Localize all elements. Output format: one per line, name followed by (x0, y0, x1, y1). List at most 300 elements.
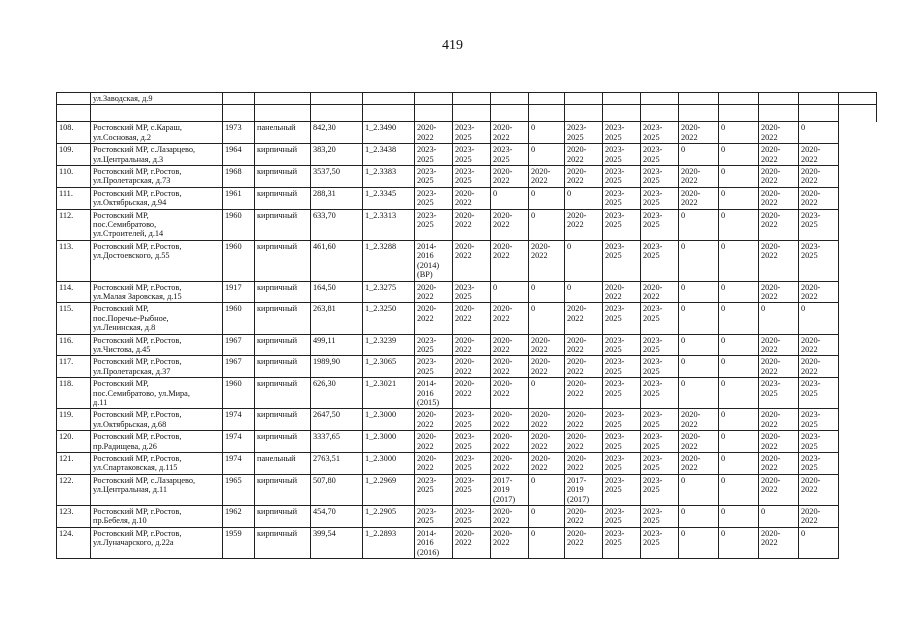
work-period-cell: 2020-2022 (759, 431, 799, 453)
work-period-cell: 2023-2025 (603, 209, 641, 240)
total-area: 383,20 (311, 144, 363, 166)
wall-material: кирпичный (255, 527, 311, 558)
housing-register-table (56, 92, 877, 559)
address-line: ул.Пролетарская, д.73 (93, 176, 171, 186)
work-period-cell: 2023-2025 (453, 144, 491, 166)
work-period-cell: 2020-2022 (799, 474, 839, 505)
work-period-cell: 2020-2022 (565, 144, 603, 166)
work-period-cell: 0 (719, 122, 759, 144)
work-period-cell: 2020-2022 (529, 356, 565, 378)
table-row (57, 334, 877, 356)
build-year: 1960 (223, 378, 255, 409)
work-period-cell: 2023-2025 (641, 209, 679, 240)
work-period-cell: 2020-2022 (759, 144, 799, 166)
address-line: д.11 (93, 397, 108, 407)
work-period-cell: 2023-2025 (641, 303, 679, 334)
work-period-cell: 2023-2025 (799, 378, 839, 409)
work-period-cell: 0 (529, 378, 565, 409)
work-period-cell: 2020-2022 (529, 334, 565, 356)
work-period-cell: 2020-2022 (491, 334, 529, 356)
work-period-cell: 2020-2022 (529, 240, 565, 281)
work-period-cell: 0 (799, 527, 839, 558)
work-period-cell: 0 (529, 303, 565, 334)
address-line: Ростовский МР, г.Ростов, (93, 432, 182, 442)
address-cell (91, 506, 223, 528)
work-period-cell: 2020-2022 (415, 453, 453, 475)
work-period-cell: 2020-2022 (415, 281, 453, 303)
work-period-cell: 0 (719, 527, 759, 558)
build-year: 1960 (223, 240, 255, 281)
house-code: 1_2.3021 (363, 378, 415, 409)
work-period-cell: 0 (719, 166, 759, 188)
work-period-cell: 2020-2022 (799, 356, 839, 378)
total-area: 507,80 (311, 474, 363, 505)
total-area: 2763,51 (311, 453, 363, 475)
address-line: Ростовский МР, г.Ростов, (93, 454, 182, 463)
address-line: ул.Спартаковская, д.115 (93, 463, 178, 473)
work-period-cell: 2023-2025 (415, 474, 453, 505)
wall-material: кирпичный (255, 431, 311, 453)
table-row (57, 431, 877, 453)
work-period-cell: 2020-2022 (453, 356, 491, 378)
address-line: пос.Поречье-Рыбное, (93, 313, 169, 323)
table-row (57, 303, 877, 334)
work-period-cell: 2020-2022 (491, 356, 529, 378)
page-number: 419 (442, 38, 463, 53)
work-period-cell: 0 (679, 303, 719, 334)
work-period-cell: 2020-2022 (759, 166, 799, 188)
row-number: 118. (57, 378, 91, 409)
work-period-cell: 2023-2025 (641, 527, 679, 558)
work-period-cell: 2023-2025 (491, 144, 529, 166)
row-number: 117. (57, 356, 91, 378)
work-period-cell: 2020-2022 (759, 209, 799, 240)
build-year: 1917 (223, 281, 255, 303)
work-period-cell: 2017-2019 (2017) (491, 474, 529, 505)
build-year: 1960 (223, 209, 255, 240)
work-period-cell: 2023-2025 (799, 431, 839, 453)
total-area: 263,81 (311, 303, 363, 334)
work-period-cell: 2023-2025 (641, 166, 679, 188)
spacer-row (57, 105, 877, 122)
house-code: 1_2.3000 (363, 453, 415, 475)
row-number: 111. (57, 187, 91, 209)
work-period-cell: 2023-2025 (603, 240, 641, 281)
work-period-cell: 2020-2022 (565, 431, 603, 453)
work-period-cell: 2020-2022 (529, 409, 565, 431)
house-code: 1_2.3000 (363, 431, 415, 453)
row-number: 112. (57, 209, 91, 240)
work-period-cell: 0 (719, 144, 759, 166)
address-cell (91, 431, 223, 453)
work-period-cell: 2017-2019 (2017) (565, 474, 603, 505)
work-period-cell: 2020-2022 (565, 209, 603, 240)
work-period-cell: 2023-2025 (453, 453, 491, 475)
address-line: Ростовский МР, г.Ростов, (93, 241, 182, 251)
work-period-cell: 0 (565, 187, 603, 209)
total-area: 1989,90 (311, 356, 363, 378)
work-period-cell: 2020-2022 (799, 281, 839, 303)
total-area: 288,31 (311, 187, 363, 209)
work-period-cell: 2020-2022 (759, 187, 799, 209)
total-area: 2647,50 (311, 409, 363, 431)
work-period-cell: 2023-2025 (641, 506, 679, 528)
work-period-cell: 0 (529, 474, 565, 505)
work-period-cell: 0 (719, 356, 759, 378)
row-number: 109. (57, 144, 91, 166)
address-line: ул.Достоевского, д.55 (93, 251, 170, 261)
row-number: 108. (57, 122, 91, 144)
work-period-cell: 2020-2022 (565, 453, 603, 475)
work-period-cell: 2020-2022 (679, 166, 719, 188)
wall-material: кирпичный (255, 303, 311, 334)
wall-material: кирпичный (255, 144, 311, 166)
work-period-cell: 2023-2025 (641, 240, 679, 281)
address-line: Ростовский МР, г.Ростов, (93, 282, 182, 292)
work-period-cell: 0 (759, 303, 799, 334)
wall-material: кирпичный (255, 334, 311, 356)
address-cell (91, 334, 223, 356)
address-cell (91, 527, 223, 558)
address-cell (91, 166, 223, 188)
work-period-cell: 2020-2022 (799, 166, 839, 188)
address-cell (91, 378, 223, 409)
work-period-cell: 2020-2022 (603, 281, 641, 303)
address-line: Ростовский МР, (93, 210, 149, 220)
total-area: 461,60 (311, 240, 363, 281)
row-number: 116. (57, 334, 91, 356)
work-period-cell: 0 (679, 334, 719, 356)
build-year: 1967 (223, 334, 255, 356)
work-period-cell: 2023-2025 (415, 334, 453, 356)
total-area: 399,54 (311, 527, 363, 558)
work-period-cell: 2023-2025 (641, 474, 679, 505)
work-period-cell: 2020-2022 (759, 334, 799, 356)
work-period-cell: 2023-2025 (641, 334, 679, 356)
wall-material: кирпичный (255, 409, 311, 431)
work-period-cell: 2020-2022 (415, 122, 453, 144)
work-period-cell: 2014-2016 (2015) (415, 378, 453, 409)
work-period-cell: 0 (565, 281, 603, 303)
work-period-cell: 2023-2025 (415, 187, 453, 209)
work-period-cell: 2020-2022 (679, 431, 719, 453)
address-line: Ростовский МР, (93, 304, 149, 314)
work-period-cell: 2020-2022 (679, 122, 719, 144)
work-period-cell: 2023-2025 (603, 378, 641, 409)
house-code: 1_2.3239 (363, 334, 415, 356)
build-year: 1974 (223, 409, 255, 431)
work-period-cell: 0 (679, 474, 719, 505)
row-number: 120. (57, 431, 91, 453)
total-area: 164,50 (311, 281, 363, 303)
house-code: 1_2.2969 (363, 474, 415, 505)
work-period-cell: 2020-2022 (453, 240, 491, 281)
work-period-cell: 2023-2025 (603, 527, 641, 558)
row-number: 114. (57, 281, 91, 303)
work-period-cell: 2023-2025 (641, 187, 679, 209)
work-period-cell: 2023-2025 (415, 356, 453, 378)
work-period-cell: 2020-2022 (491, 209, 529, 240)
total-area: 842,30 (311, 122, 363, 144)
work-period-cell: 0 (679, 527, 719, 558)
work-period-cell: 0 (759, 506, 799, 528)
work-period-cell: 0 (679, 356, 719, 378)
work-period-cell: 2020-2022 (799, 187, 839, 209)
address-line: Ростовский МР, г.Ростов, (93, 528, 182, 538)
work-period-cell: 2023-2025 (641, 431, 679, 453)
table-row (57, 240, 877, 281)
house-code: 1_2.3383 (363, 166, 415, 188)
house-code: 1_2.2905 (363, 506, 415, 528)
work-period-cell: 2020-2022 (491, 409, 529, 431)
table-row (57, 166, 877, 188)
address-line: ул.Центральная, д.3 (93, 154, 164, 164)
address-line: ул.Октябрьская, д.94 (93, 198, 167, 208)
work-period-cell: 0 (679, 506, 719, 528)
address-line: ул.Чистова, д.45 (93, 344, 151, 354)
table-row (57, 453, 877, 475)
work-period-cell: 0 (719, 453, 759, 475)
table-row (57, 144, 877, 166)
address-line: Ростовский МР, г.Ростов, (93, 507, 182, 517)
build-year: 1965 (223, 474, 255, 505)
address-cell (91, 187, 223, 209)
wall-material: кирпичный (255, 378, 311, 409)
row-number: 124. (57, 527, 91, 558)
address-line: Ростовский МР, с.Лазарцево, (93, 145, 196, 155)
work-period-cell: 2020-2022 (565, 527, 603, 558)
address-line: ул.Октябрьская, д.68 (93, 419, 167, 429)
wall-material: кирпичный (255, 356, 311, 378)
wall-material: кирпичный (255, 240, 311, 281)
work-period-cell: 2023-2025 (799, 409, 839, 431)
build-year: 1967 (223, 356, 255, 378)
work-period-cell: 0 (719, 409, 759, 431)
row-number: 122. (57, 474, 91, 505)
work-period-cell: 2020-2022 (453, 334, 491, 356)
build-year: 1964 (223, 144, 255, 166)
wall-material: кирпичный (255, 187, 311, 209)
address-line: Ростовский МР, с.Лазарцево, (93, 475, 196, 485)
work-period-cell: 2023-2025 (453, 506, 491, 528)
wall-material: панельный (255, 122, 311, 144)
work-period-cell: 2020-2022 (565, 506, 603, 528)
address-line: пр.Радищева, д.26 (93, 441, 157, 451)
work-period-cell: 0 (719, 209, 759, 240)
work-period-cell: 2023-2025 (603, 303, 641, 334)
table-row (57, 187, 877, 209)
house-code: 1_2.3288 (363, 240, 415, 281)
total-area: 3537,50 (311, 166, 363, 188)
address-line: Ростовский МР, г.Ростов, (93, 167, 182, 177)
table-row (57, 122, 877, 144)
address-line: Ростовский МР, с.Караш, (93, 123, 182, 133)
work-period-cell: 2023-2025 (453, 281, 491, 303)
work-period-cell: 2023-2025 (799, 209, 839, 240)
table-row (57, 281, 877, 303)
total-area: 626,30 (311, 378, 363, 409)
build-year: 1968 (223, 166, 255, 188)
table-row (57, 356, 877, 378)
work-period-cell: 2020-2022 (453, 303, 491, 334)
wall-material: панельный (255, 453, 311, 475)
work-period-cell: 2014-2016 (2014) (ВР) (415, 240, 453, 281)
table-row (57, 378, 877, 409)
work-period-cell: 2020-2022 (453, 209, 491, 240)
work-period-cell: 2020-2022 (491, 527, 529, 558)
work-period-cell: 2023-2025 (641, 122, 679, 144)
work-period-cell: 0 (529, 209, 565, 240)
work-period-cell: 2020-2022 (491, 506, 529, 528)
work-period-cell: 2023-2025 (453, 474, 491, 505)
address-line: Ростовский МР, г.Ростов, (93, 335, 182, 345)
work-period-cell: 2020-2022 (415, 431, 453, 453)
work-period-cell: 0 (491, 187, 529, 209)
work-period-cell: 2014-2016 (2016) (415, 527, 453, 558)
work-period-cell: 0 (529, 527, 565, 558)
work-period-cell: 2023-2025 (759, 378, 799, 409)
work-period-cell: 2020-2022 (641, 281, 679, 303)
work-period-cell: 0 (799, 303, 839, 334)
work-period-cell: 2020-2022 (453, 187, 491, 209)
work-period-cell: 2020-2022 (491, 166, 529, 188)
work-period-cell: 2023-2025 (641, 356, 679, 378)
work-period-cell: 2020-2022 (491, 303, 529, 334)
row-number: 115. (57, 303, 91, 334)
address-line: Ростовский МР, г.Ростов, (93, 188, 182, 198)
build-year: 1962 (223, 506, 255, 528)
work-period-cell: 0 (719, 281, 759, 303)
work-period-cell: 2020-2022 (565, 166, 603, 188)
work-period-cell: 2020-2022 (565, 334, 603, 356)
work-period-cell: 2020-2022 (491, 378, 529, 409)
work-period-cell: 2020-2022 (679, 453, 719, 475)
work-period-cell: 2020-2022 (759, 356, 799, 378)
work-period-cell: 0 (799, 122, 839, 144)
work-period-cell: 2020-2022 (679, 187, 719, 209)
build-year: 1961 (223, 187, 255, 209)
work-period-cell: 2020-2022 (759, 122, 799, 144)
work-period-cell: 0 (565, 240, 603, 281)
total-area: 3337,65 (311, 431, 363, 453)
work-period-cell: 2023-2025 (799, 453, 839, 475)
address-cell (91, 453, 223, 475)
address-cell (91, 144, 223, 166)
table-row (57, 409, 877, 431)
work-period-cell: 2023-2025 (603, 409, 641, 431)
work-period-cell: 0 (529, 187, 565, 209)
work-period-cell: 0 (719, 474, 759, 505)
work-period-cell: 2023-2025 (641, 453, 679, 475)
house-code: 1_2.2893 (363, 527, 415, 558)
work-period-cell: 2020-2022 (529, 166, 565, 188)
address-line: ул.Сосновая, д.2 (93, 132, 152, 142)
work-period-cell: 2020-2022 (415, 303, 453, 334)
row-number: 119. (57, 409, 91, 431)
work-period-cell: 0 (529, 281, 565, 303)
work-period-cell: 2023-2025 (603, 356, 641, 378)
work-period-cell: 2020-2022 (759, 409, 799, 431)
table-row (57, 527, 877, 558)
work-period-cell: 2020-2022 (799, 334, 839, 356)
work-period-cell: 2020-2022 (565, 409, 603, 431)
work-period-cell: 2020-2022 (565, 378, 603, 409)
address-line: ул.Малая Заровская, д.15 (93, 291, 182, 301)
continuation-address: ул.Заводская, д.9 (91, 93, 223, 105)
address-cell (91, 409, 223, 431)
work-period-cell: 2020-2022 (759, 453, 799, 475)
work-period-cell: 0 (529, 144, 565, 166)
work-period-cell: 2020-2022 (529, 453, 565, 475)
row-number: 113. (57, 240, 91, 281)
address-cell (91, 281, 223, 303)
total-area: 499,11 (311, 334, 363, 356)
house-code: 1_2.3345 (363, 187, 415, 209)
work-period-cell: 2023-2025 (641, 144, 679, 166)
work-period-cell: 0 (719, 187, 759, 209)
work-period-cell: 2020-2022 (565, 356, 603, 378)
address-line: ул.Строителей, д.14 (93, 229, 164, 239)
address-line: пос.Семибратово, ул.Мира, (93, 388, 190, 398)
address-cell (91, 209, 223, 240)
work-period-cell: 2023-2025 (603, 144, 641, 166)
address-line: пос.Семибратово, (93, 220, 157, 230)
wall-material: кирпичный (255, 209, 311, 240)
address-cell (91, 474, 223, 505)
work-period-cell: 2023-2025 (603, 166, 641, 188)
address-line: ул.Центральная, д.11 (93, 485, 168, 495)
work-period-cell: 2020-2022 (529, 431, 565, 453)
work-period-cell: 0 (719, 431, 759, 453)
build-year: 1973 (223, 122, 255, 144)
wall-material: кирпичный (255, 166, 311, 188)
work-period-cell: 2023-2025 (453, 409, 491, 431)
table-row (57, 506, 877, 528)
table-row (57, 474, 877, 505)
work-period-cell: 2023-2025 (641, 378, 679, 409)
house-code: 1_2.3490 (363, 122, 415, 144)
work-period-cell: 2020-2022 (491, 240, 529, 281)
work-period-cell: 2023-2025 (641, 409, 679, 431)
work-period-cell: 2023-2025 (603, 187, 641, 209)
work-period-cell: 2020-2022 (565, 303, 603, 334)
address-line: ул.Пролетарская, д.37 (93, 366, 171, 376)
work-period-cell: 0 (679, 209, 719, 240)
work-period-cell: 2020-2022 (453, 527, 491, 558)
row-number: 121. (57, 453, 91, 475)
work-period-cell: 0 (719, 506, 759, 528)
work-period-cell: 2020-2022 (679, 409, 719, 431)
work-period-cell: 2020-2022 (453, 378, 491, 409)
work-period-cell: 2020-2022 (759, 474, 799, 505)
work-period-cell: 0 (529, 122, 565, 144)
address-line: пр.Бебеля, д.10 (93, 516, 147, 526)
address-cell (91, 240, 223, 281)
work-period-cell: 0 (679, 240, 719, 281)
address-line: Ростовский МР, г.Ростов, (93, 357, 182, 367)
house-code: 1_2.3313 (363, 209, 415, 240)
work-period-cell: 0 (679, 144, 719, 166)
work-period-cell: 2023-2025 (415, 209, 453, 240)
work-period-cell: 0 (719, 334, 759, 356)
work-period-cell: 2023-2025 (453, 431, 491, 453)
build-year: 1974 (223, 453, 255, 475)
build-year: 1960 (223, 303, 255, 334)
work-period-cell: 2020-2022 (491, 122, 529, 144)
work-period-cell: 0 (719, 303, 759, 334)
wall-material: кирпичный (255, 506, 311, 528)
work-period-cell: 2020-2022 (799, 144, 839, 166)
